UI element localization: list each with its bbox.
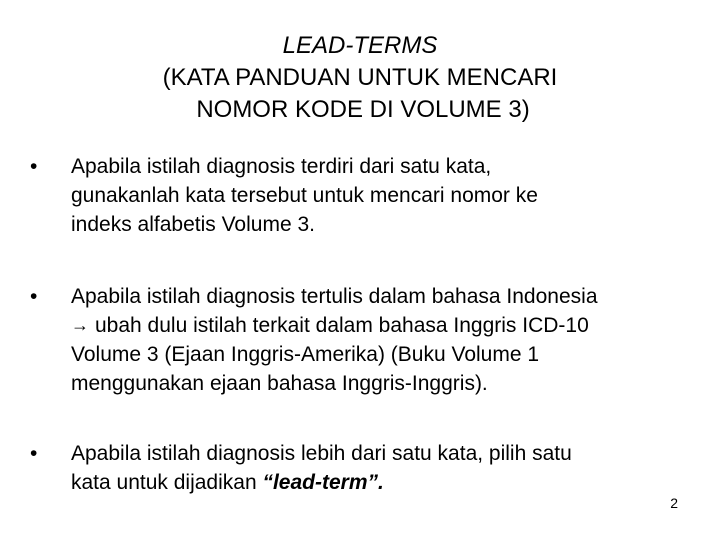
bullet-line: gunakanlah kata tersebut untuk mencari nomor ke — [71, 184, 538, 207]
bullet-line: Apabila istilah diagnosis terdiri dari satu kata, — [71, 155, 492, 178]
bullet-line: menggunakan ejaan bahasa Inggris-Inggris). — [71, 372, 488, 395]
right-arrow-icon: → — [71, 315, 89, 335]
bullet-text-2 — [71, 282, 690, 398]
bullet-line: Apabila istilah diagnosis tertulis dalam bahasa Indonesia — [71, 285, 598, 308]
bullet-item-2 — [30, 282, 690, 398]
bullet-line — [71, 468, 690, 497]
bullet-line — [71, 311, 690, 340]
title-line-nomor-kode: NOMOR KODE DI VOLUME 3) — [196, 96, 530, 123]
title-line-kata-panduan: (KATA PANDUAN UNTUK MENCARI — [162, 64, 558, 91]
bullet-text-3 — [71, 439, 690, 497]
lead-term-emphasis: “lead-term”. — [262, 471, 384, 494]
bullet-item-1 — [30, 152, 690, 239]
bullet-line: indeks alfabetis Volume 3. — [71, 213, 315, 236]
bullet-text-1 — [71, 152, 690, 239]
bullet-item-3 — [30, 439, 690, 497]
bullet-line-text: ubah dulu istilah terkait dalam bahasa Inggris ICD-10 — [95, 314, 589, 337]
page-number: 2 — [670, 495, 678, 511]
bullet-dot: • — [30, 155, 38, 178]
slide-title — [0, 30, 720, 126]
bullet-line: Volume 3 (Ejaan Inggris-Amerika) (Buku Volume 1 — [71, 343, 540, 366]
bullet-dot: • — [30, 442, 38, 465]
title-line-lead-terms: LEAD-TERMS — [282, 32, 438, 59]
bullet-line-text: kata untuk dijadikan — [71, 471, 263, 494]
bullet-dot: • — [30, 285, 38, 308]
bullet-line: Apabila istilah diagnosis lebih dari satu kata, pilih satu — [71, 442, 572, 465]
